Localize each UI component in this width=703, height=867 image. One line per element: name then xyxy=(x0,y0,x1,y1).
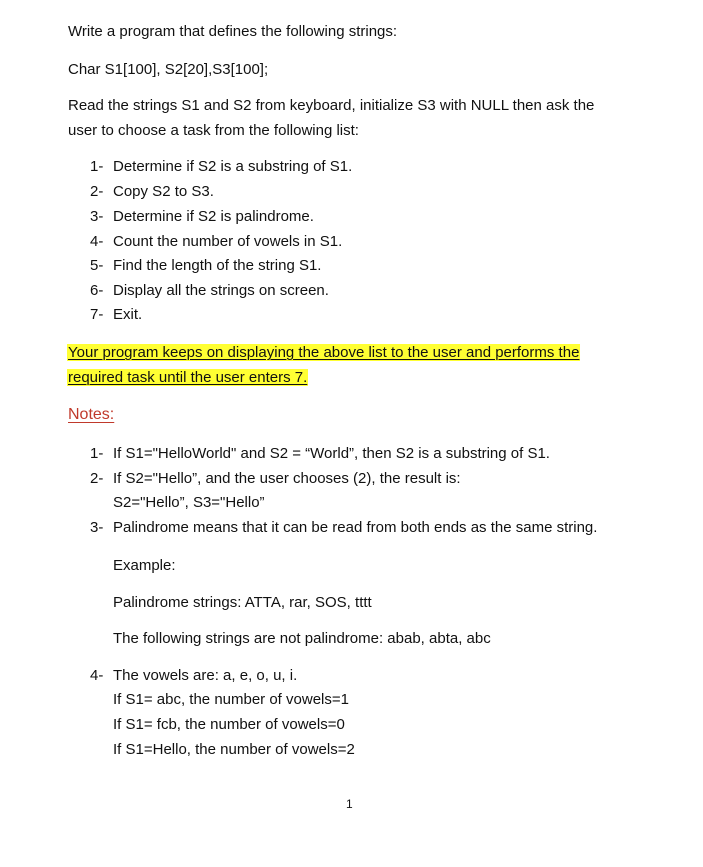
non-palindrome-examples: The following strings are not palindrome: abab, abta, abc xyxy=(113,630,491,647)
list-item-text: Count the number of vowels in S1. xyxy=(113,233,343,250)
list-item-number: 1- xyxy=(90,158,104,175)
list-item-number: 5- xyxy=(90,257,104,274)
list-item-number: 3- xyxy=(90,208,104,225)
highlight-line-2 xyxy=(67,368,308,388)
note-number: 4- xyxy=(90,667,104,684)
list-item-text: Exit. xyxy=(113,306,143,323)
intro-line-1: Write a program that defines the following strings: xyxy=(68,23,398,40)
list-item-text: Determine if S2 is a substring of S1. xyxy=(113,158,353,175)
note-number: 1- xyxy=(90,445,104,462)
highlighted-text: Your program keeps on displaying the above list to the user and performs the xyxy=(68,344,580,361)
list-item-text: Copy S2 to S3. xyxy=(113,183,214,200)
list-item-number: 7- xyxy=(90,306,104,323)
note-text: If S1="HelloWorld" and S2 = “World”, then S2 is a substring of S1. xyxy=(113,445,550,462)
list-item-number: 2- xyxy=(90,183,104,200)
note-number: 2- xyxy=(90,470,104,487)
highlight-line-1 xyxy=(67,343,580,363)
list-item-number: 4- xyxy=(90,233,104,250)
intro-line-4: user to choose a task from the following list: xyxy=(68,122,359,139)
page-number: 1 xyxy=(346,797,353,811)
notes-heading: Notes: xyxy=(68,406,115,423)
vowel-example-1: If S1= abc, the number of vowels=1 xyxy=(113,691,349,708)
note-text: If S2="Hello”, and the user chooses (2), the result is: xyxy=(113,470,461,487)
highlighted-text: required task until the user enters 7. xyxy=(68,369,308,386)
example-label: Example: xyxy=(113,557,176,574)
list-item-number: 6- xyxy=(90,282,104,299)
vowel-example-2: If S1= fcb, the number of vowels=0 xyxy=(113,716,345,733)
intro-line-2: Char S1[100], S2[20],S3[100]; xyxy=(68,61,269,78)
list-item-text: Find the length of the string S1. xyxy=(113,257,322,274)
list-item-text: Display all the strings on screen. xyxy=(113,282,329,299)
vowel-example-3: If S1=Hello, the number of vowels=2 xyxy=(113,741,355,758)
note-number: 3- xyxy=(90,519,104,536)
note-text: The vowels are: a, e, o, u, i. xyxy=(113,667,298,684)
palindrome-examples: Palindrome strings: ATTA, rar, SOS, tttt xyxy=(113,594,372,611)
intro-line-3: Read the strings S1 and S2 from keyboard, initialize S3 with NULL then ask the xyxy=(68,97,595,114)
list-item-text: Determine if S2 is palindrome. xyxy=(113,208,314,225)
note-text: Palindrome means that it can be read from both ends as the same string. xyxy=(113,519,598,536)
note-subline: S2="Hello”, S3="Hello” xyxy=(113,494,265,511)
